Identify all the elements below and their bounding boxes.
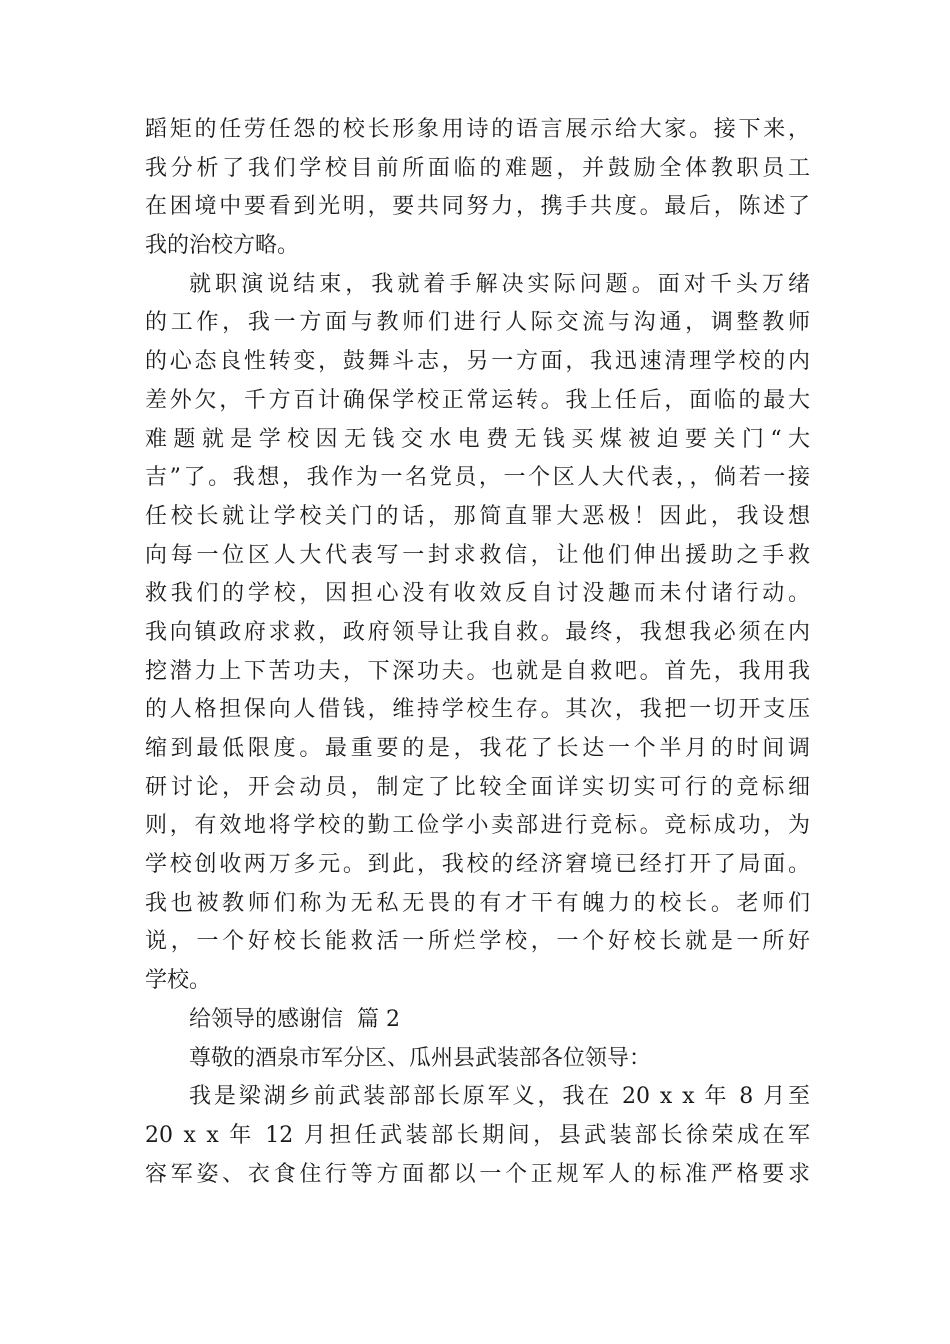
text-line: 我分析了我们学校目前所面临的难题，并鼓励全体教职员工 <box>145 155 810 181</box>
text-line: 救我们的学校，因担心没有收效反自讨没趣而未付诸行动。 <box>145 581 810 607</box>
letter-salutation <box>145 1040 810 1079</box>
paragraph-inauguration <box>145 266 810 1001</box>
text-line: 吉”了。我想，我作为一名党员，一个区人大代表，，倘若一接 <box>145 465 810 491</box>
text-line: 容军姿、衣食住行等方面都以一个正规军人的标准严格要求 <box>145 1161 810 1187</box>
text-line: 难题就是学校因无钱交水电费无钱买煤被迫要关门“大 <box>145 426 810 452</box>
text-line: 挖潜力上下苦功夫，下深功夫。也就是自救吧。首先，我用我 <box>145 658 810 684</box>
text-line: 学校创收两万多元。到此，我校的经济窘境已经打开了局面。 <box>145 852 810 878</box>
text-line: 的人格担保向人借钱，维持学校生存。其次，我把一切开支压 <box>145 697 810 723</box>
text-line: 说，一个好校长能救活一所烂学校，一个好校长就是一所好 <box>145 929 810 955</box>
text-line: 就职演说结束，我就着手解决实际问题。面对千头万绪 <box>189 271 810 297</box>
heading-line: 给领导的感谢信 篇 2 <box>189 1006 400 1032</box>
text-line: 20 x x 年 12 月担任武装部长期间，县武装部长徐荣成在军 <box>145 1122 810 1148</box>
text-line: 则，有效地将学校的勤工俭学小卖部进行竞标。竞标成功，为 <box>145 813 810 839</box>
letter-body <box>145 1078 810 1194</box>
salutation-line: 尊敬的酒泉市军分区、瓜州县武装部各位领导： <box>189 1045 652 1071</box>
text-line: 的工作，我一方面与教师们进行人际交流与沟通，调整教师 <box>145 310 810 336</box>
text-line: 的心态良性转变，鼓舞斗志，另一方面，我迅速清理学校的内 <box>145 349 810 375</box>
document-page <box>145 111 810 1194</box>
section-heading <box>145 1001 810 1040</box>
text-line: 在困境中要看到光明，要共同努力，携手共度。最后，陈述了 <box>145 194 810 220</box>
text-line: 缩到最低限度。最重要的是，我花了长达一个半月的时间调 <box>145 736 810 761</box>
text-line: 我的治校方略。 <box>145 233 300 259</box>
text-line: 我是梁湖乡前武装部部长原军义，我在 20 x x 年 8 月至 <box>189 1084 810 1110</box>
text-line: 差外欠，千方百计确保学校正常运转。我上任后，面临的最大 <box>145 387 810 413</box>
paragraph-continuation <box>145 111 810 266</box>
text-line: 研讨论，开会动员，制定了比较全面详实切实可行的竞标细 <box>145 774 810 800</box>
text-line: 向每一位区人大代表写一封求救信，让他们伸出援助之手救 <box>145 542 810 568</box>
text-line: 我向镇政府求救，政府领导让我自救。最终，我想我必须在内 <box>145 619 810 645</box>
text-line: 蹈矩的任劳任怨的校长形象用诗的语言展示给大家。接下来， <box>145 117 810 142</box>
text-line: 我也被教师们称为无私无畏的有才干有魄力的校长。老师们 <box>145 890 810 916</box>
text-line: 任校长就让学校关门的话，那简直罪大恶极！因此，我设想 <box>145 503 810 529</box>
text-line: 学校。 <box>145 968 212 994</box>
